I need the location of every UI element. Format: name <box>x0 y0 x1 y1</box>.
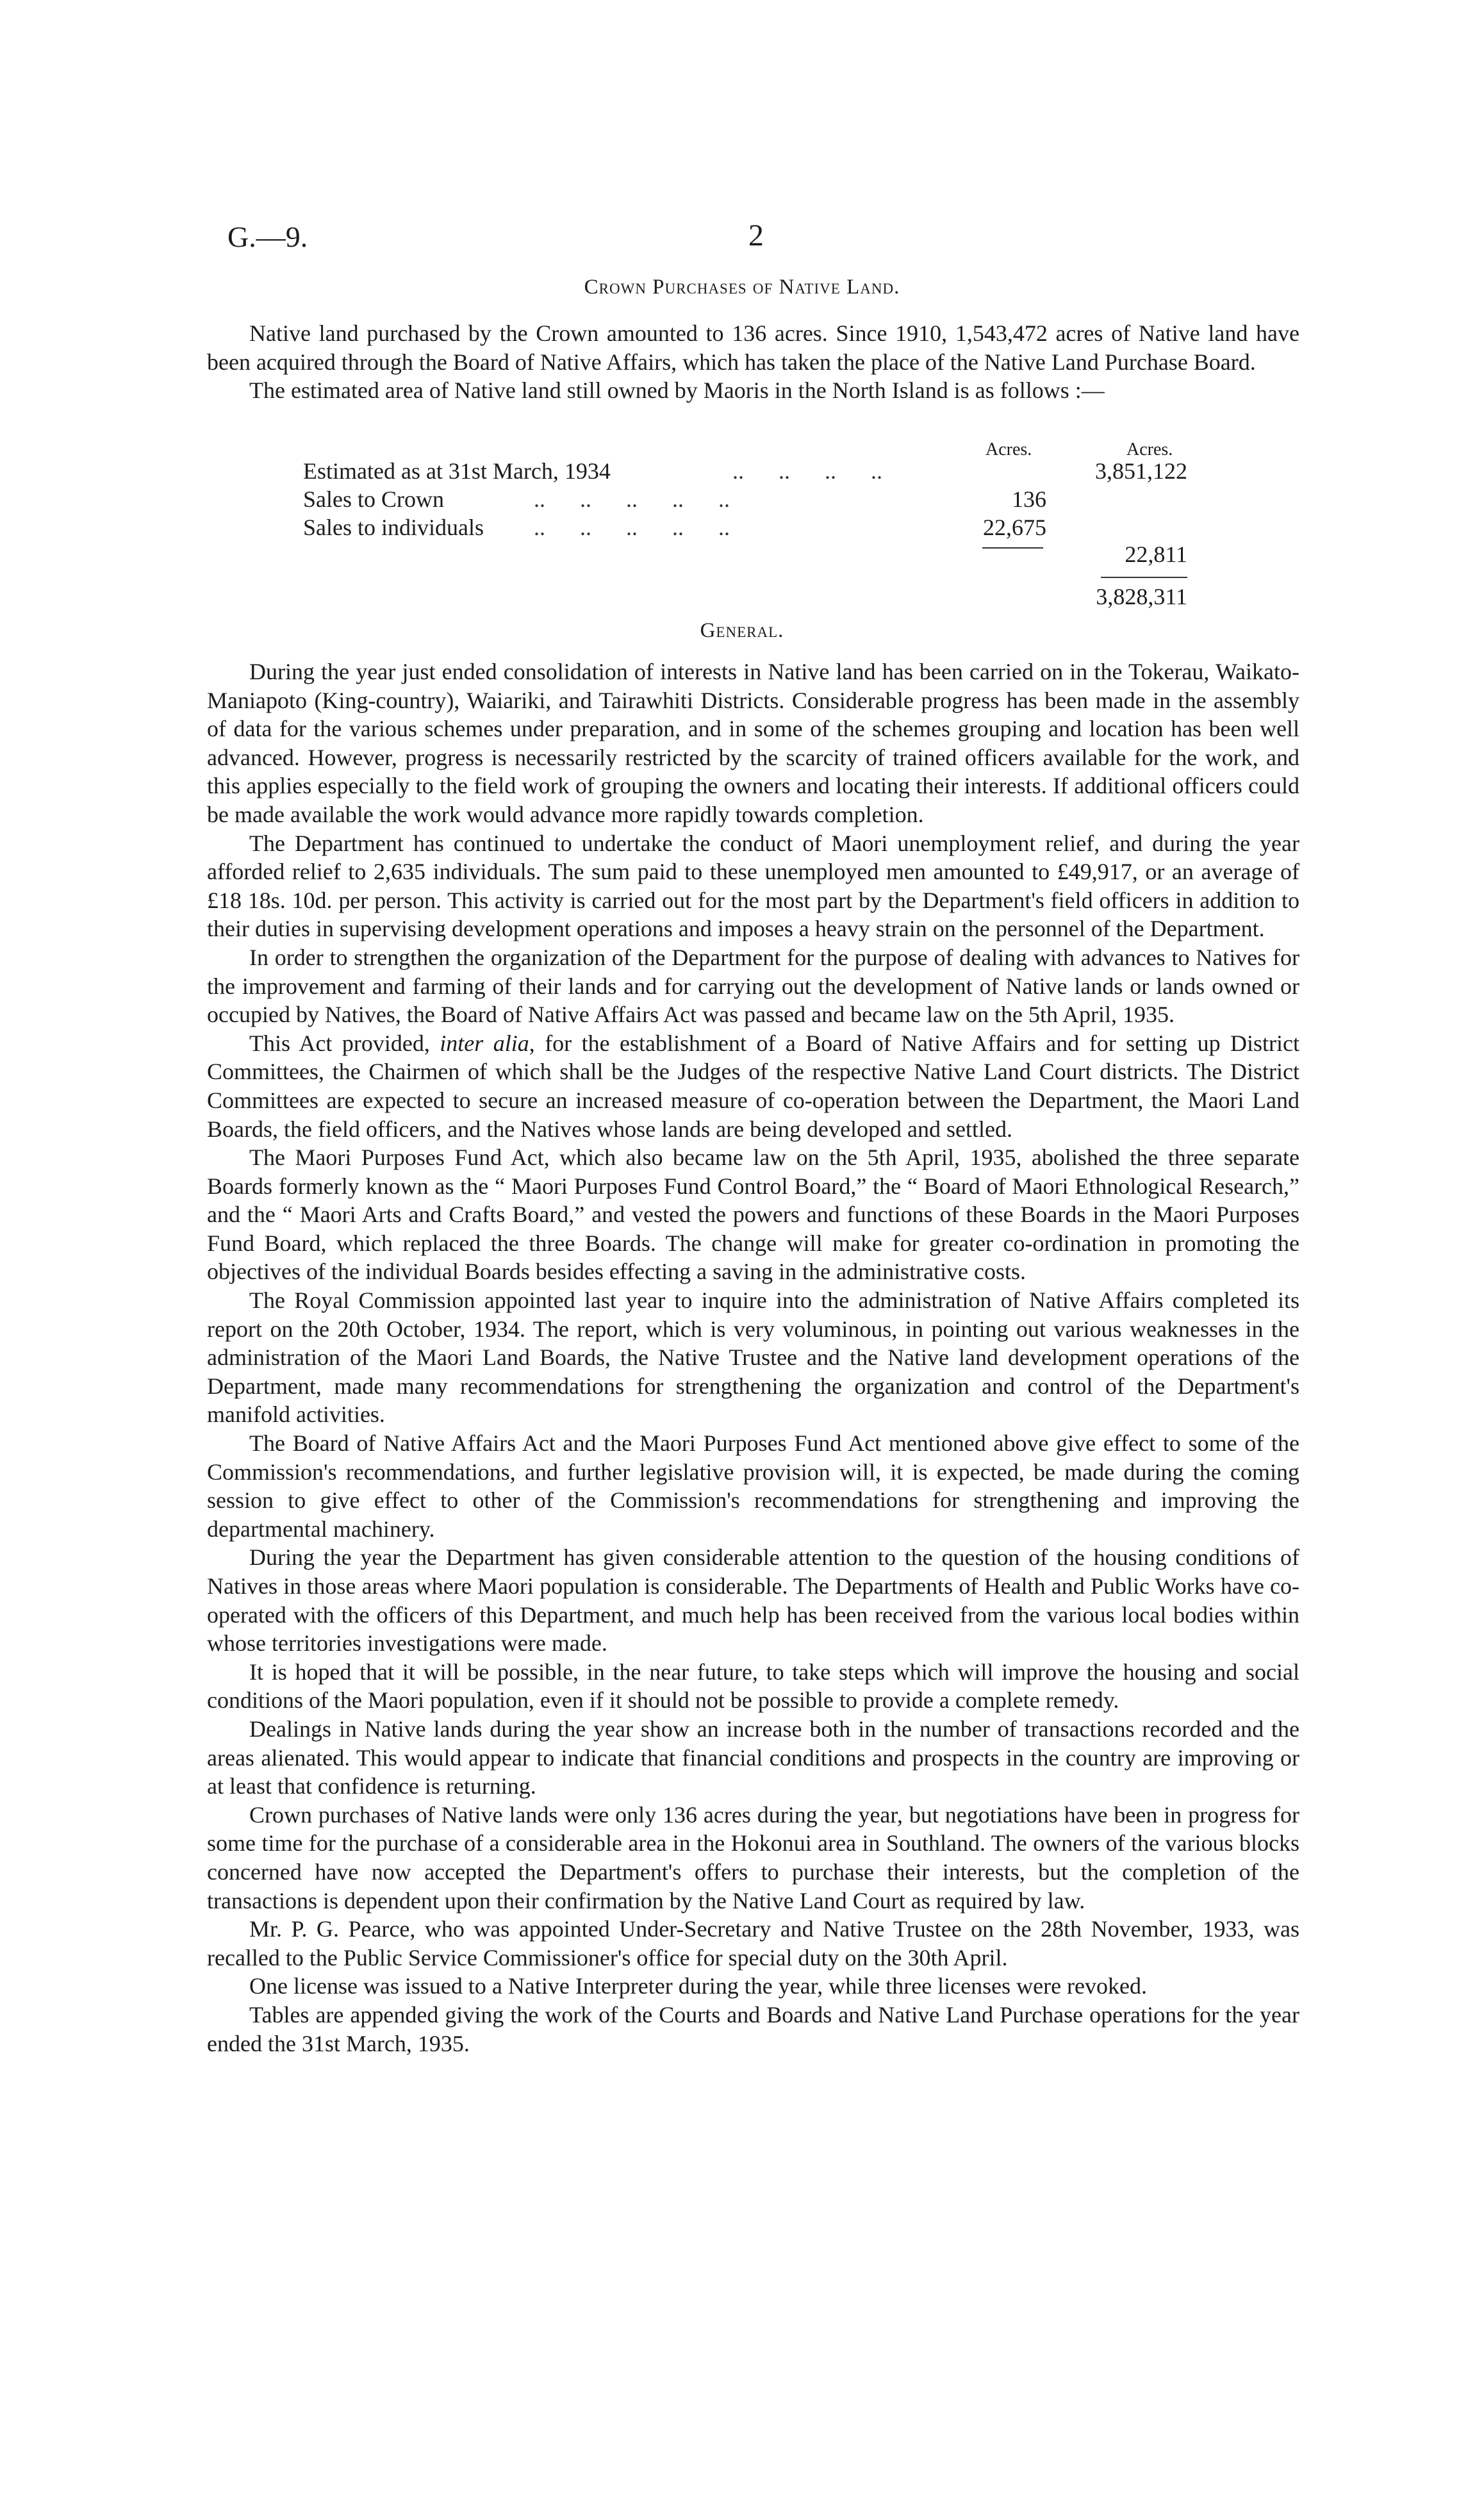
paragraph: The Royal Commission appointed last year to inquire into the administration of Native Affairs completed its report on the 20th October, 1934. The report, which is very voluminous, in pointing out various weaknesses in the administration of the Maori Land Boards, the Native Trustee and the Native land development operations of the Department, made many recommendations for strengthening the organization and control of the Department's manifold activities. <box>207 1287 1299 1428</box>
paragraph: One license was issued to a Native Interpreter during the year, while three licenses were revoked. <box>249 1973 1147 1999</box>
table-cell-total-acres: 3,851,122 <box>1095 458 1187 484</box>
acres-table <box>303 440 1239 613</box>
paragraph: Dealings in Native lands during the year show an increase both in the number of transactions recorded and the areas alienated. This would appear to indicate that financial conditions and prospects in the country are improving or at least that confidence is returning. <box>207 1715 1299 1799</box>
paragraph: The estimated area of Native land still owned by Maoris in the North Island is as follows :— <box>249 377 1105 404</box>
paragraph <box>207 1029 1299 1143</box>
table-row-label: Sales to Crown <box>303 486 444 512</box>
paragraph: The Maori Purposes Fund Act, which also became law on the 5th April, 1935, abolished the three separate Boards formerly known as the “ Maori Purposes Fund Control Board,” the “ Board of Maori Ethnological Research,” and the “ Maori Arts and Crafts Board,” and vested the powers and functions of these Boards in the Maori Purposes Fund Board, which replaced the three Boards. The change will make for greater co-ordination in promoting the objectives of the individual Boards besides effecting a saving in the administrative costs. <box>207 1145 1299 1285</box>
paragraph: Tables are appended giving the work of the Courts and Boards and Native Land Purchase operations for the year ended the 31st March, 1935. <box>207 2001 1299 2056</box>
table-cell-acres: 22,675 <box>983 515 1046 540</box>
table-cell-acres: 136 <box>1012 486 1046 512</box>
paragraph: During the year the Department has given considerable attention to the question of the housing conditions of Natives in those areas where Maori population is considerable. The Departments of Health and Public Works have co-operated with the officers of this Department, and much help has been received from the various local bodies within whose territories investigations were made. <box>207 1544 1299 1657</box>
leader-dots: .. .. .. .. <box>732 458 882 484</box>
paragraph: Mr. P. G. Pearce, who was appointed Under-Secretary and Native Trustee on the 28th November, 1933, was recalled to the Public Service Commissioner's office for special duty on the 30th April. <box>207 1916 1299 1971</box>
italic-text: inter alia <box>440 1030 529 1056</box>
paragraph: Crown purchases of Native lands were only 136 acres during the year, but negotiations have been in progress for some time for the purchase of a considerable area in the Hokonui area in Southland. The owners of the various blocks concerned have now accepted the Department's offers to purchase their interests, but the completion of the transactions is dependent upon their confirmation by the Native Land Court as required by law. <box>207 1801 1299 1914</box>
table-row-label: Sales to individuals <box>303 515 484 540</box>
page-number: 2 <box>748 219 764 252</box>
paragraph-text: , for the establishment of a Board of Native Affairs and for setting up District Committees, the Chairmen of which shall be the Judges of the respective Native Land Court districts. The District Committees are expected to secure an increased measure of co-operation between the Department, the Maori Land Boards, the field officers, and the Natives whose lands are being developed and settled. <box>207 1030 1300 1142</box>
total-value: 3,828,311 <box>1096 584 1187 609</box>
table-row-label: Estimated as at 31st March, 1934 <box>303 458 611 484</box>
column-header-acres-1: Acres. <box>985 440 1032 459</box>
subtotal-rule <box>982 547 1043 549</box>
general-section <box>207 657 1299 2058</box>
paragraph: In order to strengthen the organization of the Department for the purpose of dealing with advances to Natives for the improvement and farming of their lands and for carrying out the development of Native lands or lands owned or occupied by Natives, the Board of Native Affairs Act was passed and became law on the 5th April, 1935. <box>207 944 1299 1028</box>
section-title-general: General. <box>700 619 784 642</box>
paragraph: During the year just ended consolidation of interests in Native land has been carried on in the Tokerau, Waikato-Maniapoto (King-country), Waiariki, and Tairawhiti Districts. Considerable progress has been made in the assembly of data for the various schemes under preparation, and in some of the schemes grouping and location has been well advanced. However, progress is necessarily restricted by the scarcity of trained officers available for the work, and this applies especially to the field work of grouping the owners and locating their interests. If additional officers could be made available the work would advance more rapidly towards completion. <box>207 659 1299 827</box>
paragraph: Native land purchased by the Crown amounted to 136 acres. Since 1910, 1,543,472 acres of Native land have been acquired through the Board of Native Affairs, which has taken the place of the Native Land Purchase Board. <box>207 320 1299 375</box>
paragraph: The Department has continued to undertake the conduct of Maori unemployment relief, and during the year afforded relief to 2,635 individuals. The sum paid to these unemployed men amounted to £49,917, or an average of £18 18s. 10d. per person. This activity is carried out for the most part by the Department's field officers in addition to their duties in supervising development operations and imposes a heavy strain on the personnel of the Department. <box>207 830 1299 942</box>
leader-dots: .. .. .. .. .. <box>534 515 730 540</box>
subtotal-value: 22,811 <box>1125 542 1187 567</box>
document-reference: G.—9. <box>227 220 308 253</box>
leader-dots: .. .. .. .. .. <box>534 486 730 512</box>
paragraph: The Board of Native Affairs Act and the Maori Purposes Fund Act mentioned above give effect to some of the Commission's recommendations, and further legislative provision will, it is expected, be made during the coming session to give effect to other of the Commission's recommendations for strengthening and improving the departmental machinery. <box>207 1430 1299 1542</box>
section-title-crown-purchases: Crown Purchases of Native Land. <box>584 276 900 299</box>
column-header-acres-2: Acres. <box>1126 440 1173 459</box>
total-rule <box>1101 577 1187 578</box>
paragraph-text: This Act provided, <box>249 1030 440 1056</box>
crown-purchases-section <box>207 319 1299 405</box>
paragraph: It is hoped that it will be possible, in the near future, to take steps which will improve the housing and social conditions of the Maori population, even if it should not be possible to provide a complete remedy. <box>207 1658 1299 1714</box>
